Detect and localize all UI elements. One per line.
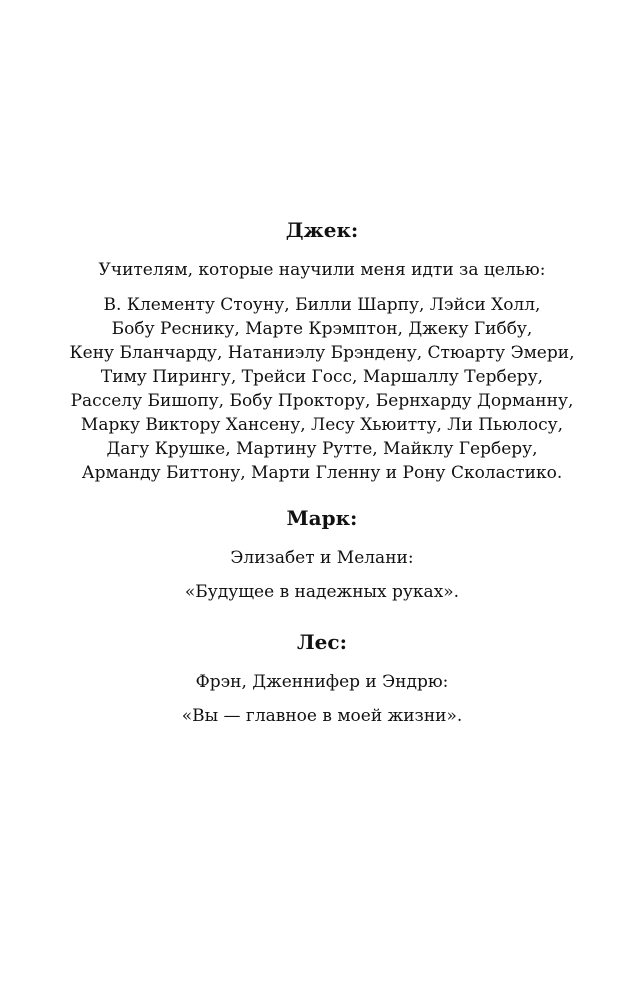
mark-dedication xyxy=(0,504,644,604)
teachers-line: Бобу Реснику, Марте Крэмптон, Джеку Гиббу, xyxy=(111,319,533,339)
teachers-line: Расселу Бишопу, Бобу Проктору, Бернхарду Дорманну, xyxy=(70,391,574,411)
les-heading: Лес: xyxy=(297,630,347,654)
teachers-line: Кену Бланчарду, Натаниэлу Брэндену, Стюарту Эмери, xyxy=(69,343,575,363)
teachers-line: Марку Виктору Хансену, Лесу Хьюитту, Ли Пьюлосу, xyxy=(80,415,564,435)
les-quote: «Вы — главное в моей жизни». xyxy=(181,706,463,726)
les-intro: Фрэн, Дженнифер и Эндрю: xyxy=(195,672,449,692)
jack-intro: Учителям, которые научили меня идти за целью: xyxy=(98,260,546,280)
mark-heading: Марк: xyxy=(286,506,358,530)
teachers-line: Тиму Пирингу, Трейси Госс, Маршаллу Терберу, xyxy=(100,367,544,387)
mark-quote: «Будущее в надежных руках». xyxy=(184,582,460,602)
mark-intro: Элизабет и Мелани: xyxy=(230,548,414,568)
jack-dedication xyxy=(0,216,644,485)
teachers-line: Арманду Биттону, Марти Гленну и Рону Сколастико. xyxy=(81,463,563,483)
les-dedication xyxy=(0,628,644,728)
teachers-line: Дагу Крушке, Мартину Рутте, Майклу Герберу, xyxy=(106,439,538,459)
jack-teachers-list xyxy=(0,293,644,485)
teachers-line: В. Клементу Стоуну, Билли Шарпу, Лэйси Холл, xyxy=(103,295,541,315)
jack-heading: Джек: xyxy=(285,218,359,242)
